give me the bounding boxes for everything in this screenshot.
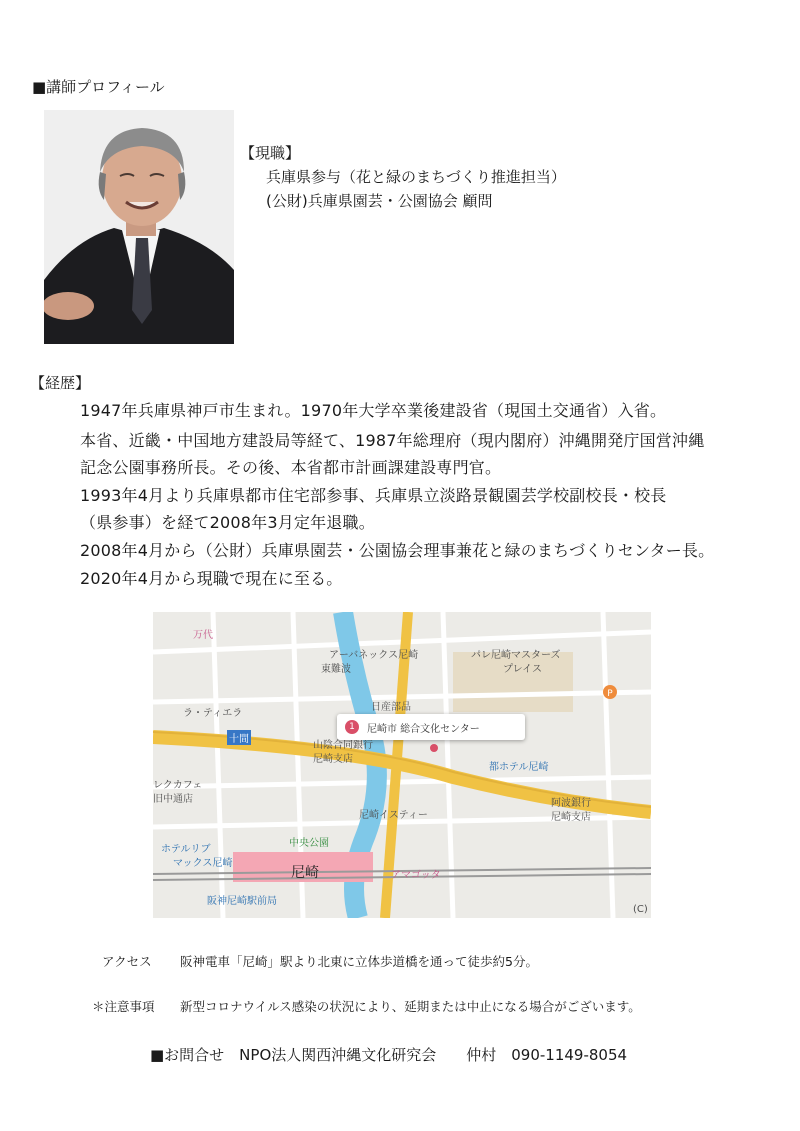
- career-line-4: 1993年4月より兵庫県都市住宅部参事、兵庫県立淡路景観園芸学校副校長・校長: [80, 486, 667, 505]
- career-line-1: 1947年兵庫県神戸市生まれ。1970年大学卒業後建設省（現国土交通省）入省。: [80, 401, 667, 420]
- map-label-station: 尼崎: [291, 865, 319, 881]
- map-label-bank: 山陰合同銀行: [313, 740, 373, 751]
- map-label-ra-tierra: ラ・ティエラ: [183, 708, 243, 719]
- map-label-hotel-rip: ホテルリブ: [161, 844, 211, 855]
- map-label-nissan: 日産部品: [371, 702, 411, 713]
- map-label-palais: パレ尼崎マスターズ: [471, 650, 561, 661]
- map-label-max: マックス尼崎: [173, 858, 233, 869]
- map-label-hanshin-post: 阪神尼崎駅前局: [207, 896, 277, 907]
- current-position-line-2: (公財)兵庫県園芸・公園協会 顧問: [266, 192, 493, 210]
- map-label-aberknex: アーバネックス尼崎: [329, 650, 419, 661]
- map-label-miyako-hotel: 都ホテル尼崎: [489, 762, 549, 773]
- svg-text:P: P: [607, 689, 613, 699]
- map-label-awa-bank-2: 尼崎支店: [551, 812, 591, 823]
- career-line-2: 本省、近畿・中国地方建設局等経て、1987年総理府（現内閣府）沖縄開発庁国営沖縄: [80, 431, 705, 450]
- map-label-chuo-park: 中央公園: [289, 838, 329, 849]
- access-label: アクセス: [102, 954, 152, 969]
- map-pin-number: 1: [345, 720, 359, 734]
- career-line-5: （県参事）を経て2008年3月定年退職。: [80, 513, 375, 532]
- lecturer-photo: [44, 110, 234, 344]
- current-position-line-1: 兵庫県参与（花と緑のまちづくり推進担当）: [266, 168, 566, 186]
- notice-label: ＊注意事項: [92, 999, 155, 1014]
- access-text: 阪神電車「尼崎」駅より北東に立体歩道橋を通って徒歩約5分。: [180, 954, 538, 969]
- map-copyright: (C): [633, 904, 648, 915]
- career-line-7: 2020年4月から現職で現在に至る。: [80, 569, 343, 588]
- contact-line: ■お問合せ NPO法人関西沖縄文化研究会 仲村 090-1149-8054: [150, 1046, 628, 1064]
- access-map[interactable]: [153, 612, 651, 918]
- map-label-bank-2: 尼崎支店: [313, 754, 353, 765]
- map-label-dept: 旧中通店: [153, 794, 193, 805]
- map-pin-label: 尼崎市 総合文化センター: [367, 723, 480, 735]
- profile-section-title: ■講師プロフィール: [32, 78, 165, 96]
- career-title: 【経歴】: [30, 374, 91, 392]
- career-line-6: 2008年4月から（公財）兵庫県園芸・公園協会理事兼花と緑のまちづくりセンター長。: [80, 541, 715, 560]
- map-label-east-namba: 東難波: [321, 664, 351, 675]
- map-pin-card[interactable]: [337, 714, 525, 740]
- current-position-title: 【現職】: [240, 144, 301, 162]
- notice-text: 新型コロナウイルス感染の状況により、延期または中止になる場合がございます。: [180, 999, 641, 1014]
- map-label-mandai: 万代: [193, 630, 213, 641]
- career-line-3: 記念公園事務所長。その後、本省都市計画課建設専門官。: [80, 458, 502, 477]
- map-label-route: 十間: [227, 730, 251, 745]
- map-label-amagotta: アマゴッタ: [391, 870, 441, 881]
- map-label-cafe: レクカフェ: [153, 780, 203, 791]
- map-label-awa-bank: 阿波銀行: [551, 798, 591, 809]
- map-label-amagasaki-city: 尼崎イスティー: [359, 810, 428, 821]
- map-label-palais-2: プレイス: [503, 664, 542, 675]
